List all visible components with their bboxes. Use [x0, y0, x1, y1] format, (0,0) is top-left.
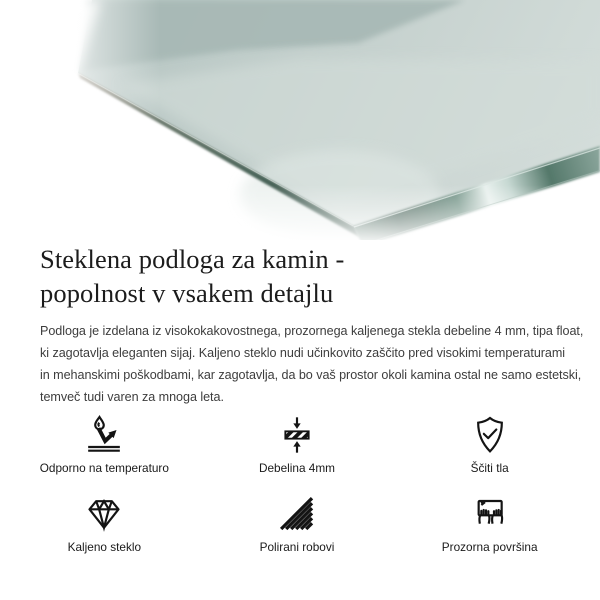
- diamond-icon: [84, 494, 124, 534]
- feature-label: Odporno na temperaturo: [39, 461, 169, 475]
- description-line: in mehanskimi poškodbami, kar zagotavlja, da bo vaš prostor okoli kamina ostal ne samo estetski,: [40, 368, 582, 382]
- content-section: [0, 240, 600, 408]
- feature-label: Prozorna površina: [441, 540, 538, 554]
- page-title-line2: popolnost v vsakem detajlu: [40, 278, 334, 308]
- shield-check-icon: [470, 415, 510, 455]
- feature-thickness: [201, 415, 394, 476]
- temperature-resistance-icon: [84, 415, 124, 455]
- product-description: [40, 320, 584, 408]
- feature-transparent-surface: [393, 494, 586, 555]
- feature-label: Kaljeno steklo: [67, 540, 142, 554]
- white-fade-bottom: [0, 185, 600, 240]
- hands-surface-icon: [470, 494, 510, 534]
- feature-label: Polirani robovi: [259, 540, 335, 554]
- hero-glass-image: [0, 0, 600, 240]
- polished-edges-icon: [277, 494, 317, 534]
- feature-protects-floor: [393, 415, 586, 476]
- feature-grid: [0, 415, 600, 555]
- feature-label: Ščiti tla: [470, 461, 509, 475]
- page-title-line1: Steklena podloga za kamin -: [40, 244, 345, 274]
- description-line: Podloga je izdelana iz visokokakovostnega, prozornega kaljenega stekla debeline 4 mm, tipa float,: [40, 324, 584, 338]
- thickness-4mm-icon: [277, 415, 317, 455]
- page-title: [40, 240, 560, 310]
- glass-sheet-illustration: [0, 0, 600, 240]
- description-line: temveč tudi varen za mnoga leta.: [40, 390, 224, 404]
- feature-tempered-glass: [8, 494, 201, 555]
- description-line: ki zagotavlja eleganten sijaj. Kaljeno steklo nudi učinkovito zaščito pred visokimi temperaturami: [40, 346, 566, 360]
- feature-polished-edges: [201, 494, 394, 555]
- feature-label: Debelina 4mm: [258, 461, 336, 475]
- feature-temperature: [8, 415, 201, 476]
